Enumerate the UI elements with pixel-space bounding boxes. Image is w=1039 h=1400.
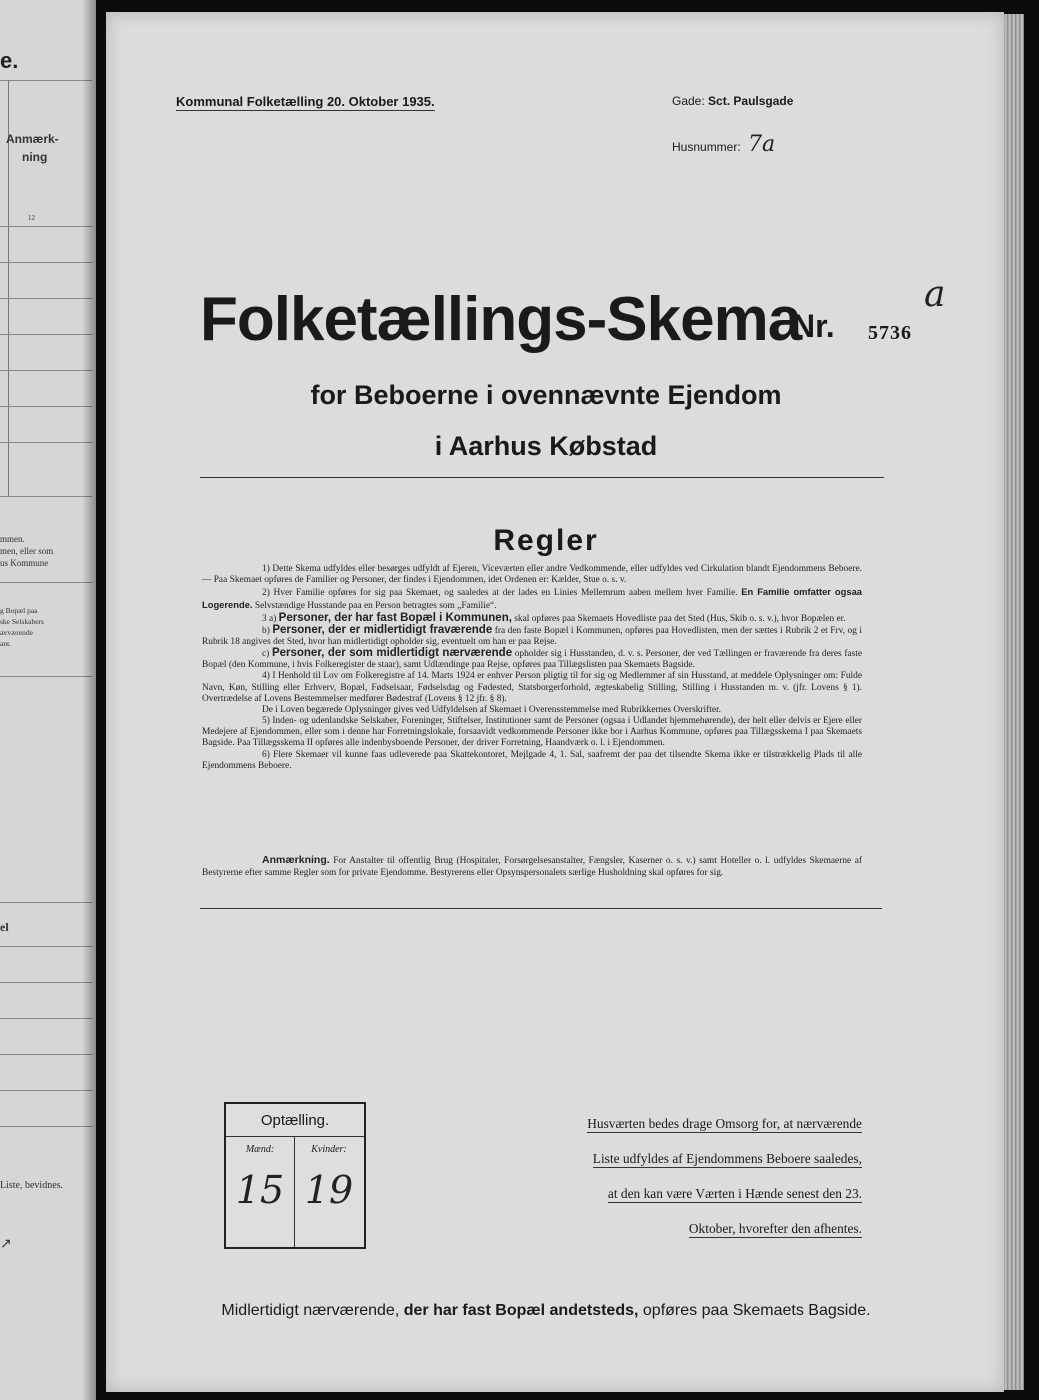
left-page-label: el — [0, 920, 9, 934]
rules-heading: Regler — [493, 524, 599, 557]
street-value: Sct. Paulsgade — [708, 94, 794, 108]
left-page-col-head-1: Anmærk- — [6, 132, 59, 146]
rule-3c: c) Personer, der som midlertidigt nærværende opholder sig i Husstanden, d. v. s. Personer, der ved Tællingen er fraværende fra deres faste Bopæl (den Kommune, i hvis Folkeregister de staar), samt Udlændinge paa Rejse, opføres paa Tillægslisten paa Skemaets Bagside. — [202, 647, 863, 671]
page-stack-edges — [1004, 14, 1024, 1390]
footer-pre: Midlertidigt nærværende, — [221, 1302, 400, 1319]
left-page-note-line: men, eller som — [0, 546, 54, 556]
book-gutter-shadow — [82, 0, 96, 1400]
count-box — [224, 1102, 366, 1249]
remark-text: For Anstalter til offentlig Brug (Hospitaler, Forsørgelsesanstalter, Fængsler, Kaserner o. s. v.) samt Hoteller o. l. udfyldes Skemaerne af Bestyrerne efter samme Regler som for private Ejendomme. Bestyrerens eller Opsynspersonalets særlige Husholdning skal opføres for sig. — [202, 856, 863, 879]
street-line — [672, 94, 793, 108]
men-count: 15 — [235, 1168, 285, 1212]
instruction-line: Liste udfyldes af Ejendommens Beboere saaledes, — [592, 1151, 862, 1166]
left-page-note-line: ant. — [0, 639, 12, 648]
remark — [202, 854, 862, 879]
left-page-note-line: mmen. — [0, 534, 25, 544]
landlord-instruction — [522, 1106, 862, 1246]
instruction-line: Oktober, hvorefter den afhentes. — [688, 1221, 862, 1236]
rule-5: 5) Inden- og udenlandske Selskaber, Foreninger, Stiftelser, Institutioner samt de Personer (ogsaa i Udlandet hjemmehørende), der helt eller delvis er Ejere eller Medejere af Ejendommen, eller som i denne har Forretningslokale, forsaavidt vedkommende Personer ikke bor i Aarhus Kommune, opføres paa Tillægsskema I paa Skemaets Bagside. Paa Tillægsskema II opføres alle indenbysboende Personer, der driver Forretning, Haandværk o. l. i Ejendommen. — [202, 716, 862, 749]
rule-1: 1) Dette Skema udfyldes eller besørges udfyldt af Ejeren, Viceværten eller andre Vedkommende, eller udfyldes ved Cirkulation blandt Ejendommens Beboere. — Paa Skemaet opføres de Familier og Personer, der findes i Ejendommen, idet Ordenen er: Kælder, Stue o. s. v. — [202, 564, 862, 586]
handwritten-suffix: a — [924, 274, 946, 315]
left-page-letter: e. — [0, 48, 19, 73]
left-page-note-line: ærværende — [0, 628, 33, 637]
instruction-line: Husværten bedes drage Omsorg for, at nærværende — [587, 1116, 862, 1131]
left-page-note-line: ske Selskabers — [0, 617, 44, 626]
left-page-bottom-text: Liste, bevidnes. — [0, 1180, 64, 1191]
street-label: Gade: — [672, 94, 705, 108]
women-label: Kvinder: — [311, 1144, 347, 1155]
instruction-line: at den kan være Værten i Hænde senest den 23. — [607, 1186, 862, 1201]
footer-bold: der har fast Bopæl andetsteds, — [403, 1302, 639, 1319]
divider-top — [200, 477, 884, 478]
subtitle-town: i Aarhus Købstad — [434, 431, 658, 461]
count-box-divider — [226, 1136, 364, 1137]
footer-note — [106, 1302, 986, 1320]
rule-3b: b) Personer, der er midlertidigt fraværende fra den faste Bopæl i Kommunen, opføres paa Hovedlisten, men der sættes i Rubrik 2 et Frv, og i Rubrik 18 angives det Sted, hvor han midlertidigt opholder sig, eventuelt om han er paa Rejse. — [202, 623, 863, 647]
men-label: Mænd: — [245, 1144, 275, 1155]
house-number-label: Husnummer: — [672, 140, 741, 154]
left-page-rule — [0, 80, 92, 81]
census-form-page — [106, 12, 1004, 1392]
house-number-line — [672, 132, 775, 157]
rule-3a: 3 a) Personer, der har fast Bopæl i Kommunen, skal opføres paa Skemaets Hovedliste paa det Sted (Hus, Skib o. s. v.), hvor Bopælen er. — [262, 611, 846, 624]
rule-6: 6) Flere Skemaer vil kunne faas udleverede paa Skattekontoret, Mejlgade 4, 1. Sal, saafremt der paa det tilsendte Skema ikke er tilstrækkelig Plads til alle Ejendommens Beboere. — [202, 749, 862, 771]
left-page-col-head-2: ning — [22, 150, 48, 164]
remark-label: Anmærkning. — [262, 854, 330, 866]
left-page-note-line: g Bopæl paa — [0, 606, 38, 615]
footer-post: opføres paa Skemaets Bagside. — [642, 1302, 871, 1319]
rule-4: 4) I Henhold til Lov om Folkeregistre af 14. Marts 1924 er enhver Person pligtig til for sig og Medlemmer af sin Husstand, at meddele Oplysninger om: Fulde Navn, Køn, Stilling eller Erhverv, Bopæl, Fødselsaar, Fødselsdag og Fødested, Statsborgerforhold, ægteskabelig Stilling, Stilling i Husstanden m. v. (jfr. Lovens § 1). Overtrædelse af Lovens Bestemmelser medfører Bødestraf (Lovens § 12 jfr. § 8). — [202, 671, 862, 704]
left-page-note-line: us Kommune — [0, 558, 49, 568]
women-count: 19 — [304, 1168, 354, 1212]
number-label: Nr. — [792, 308, 835, 344]
rule-4b: De i Loven begærede Oplysninger gives ved Udfyldelsen af Skemaet i Overensstemmelse med Rubrikkernes Overskrifter. — [262, 704, 721, 715]
count-title: Optælling. — [260, 1112, 330, 1129]
rule-2: 2) Hver Familie opføres for sig paa Skemaet, og saaledes at der lades en Linies Mellemrum aaben mellem hver Familie. En Familie omfatter ogsaa Logerende. Selvstændige Husstande paa en Person betragtes som „Familie“. — [202, 586, 863, 612]
left-page-col-number: 12 — [28, 214, 35, 222]
divider-bottom — [200, 908, 882, 909]
rules-text — [202, 564, 862, 772]
house-number-value: 7a — [748, 132, 776, 157]
form-number: 5736 — [868, 322, 912, 344]
previous-page-edge — [0, 0, 96, 1400]
left-page-scribble: ↗ — [0, 1237, 12, 1252]
form-title: Folketællings-Skema — [200, 285, 802, 354]
census-title: Kommunal Folketælling 20. Oktober 1935. — [176, 94, 435, 109]
subtitle-residents: for Beboerne i ovennævnte Ejendom — [310, 380, 782, 410]
